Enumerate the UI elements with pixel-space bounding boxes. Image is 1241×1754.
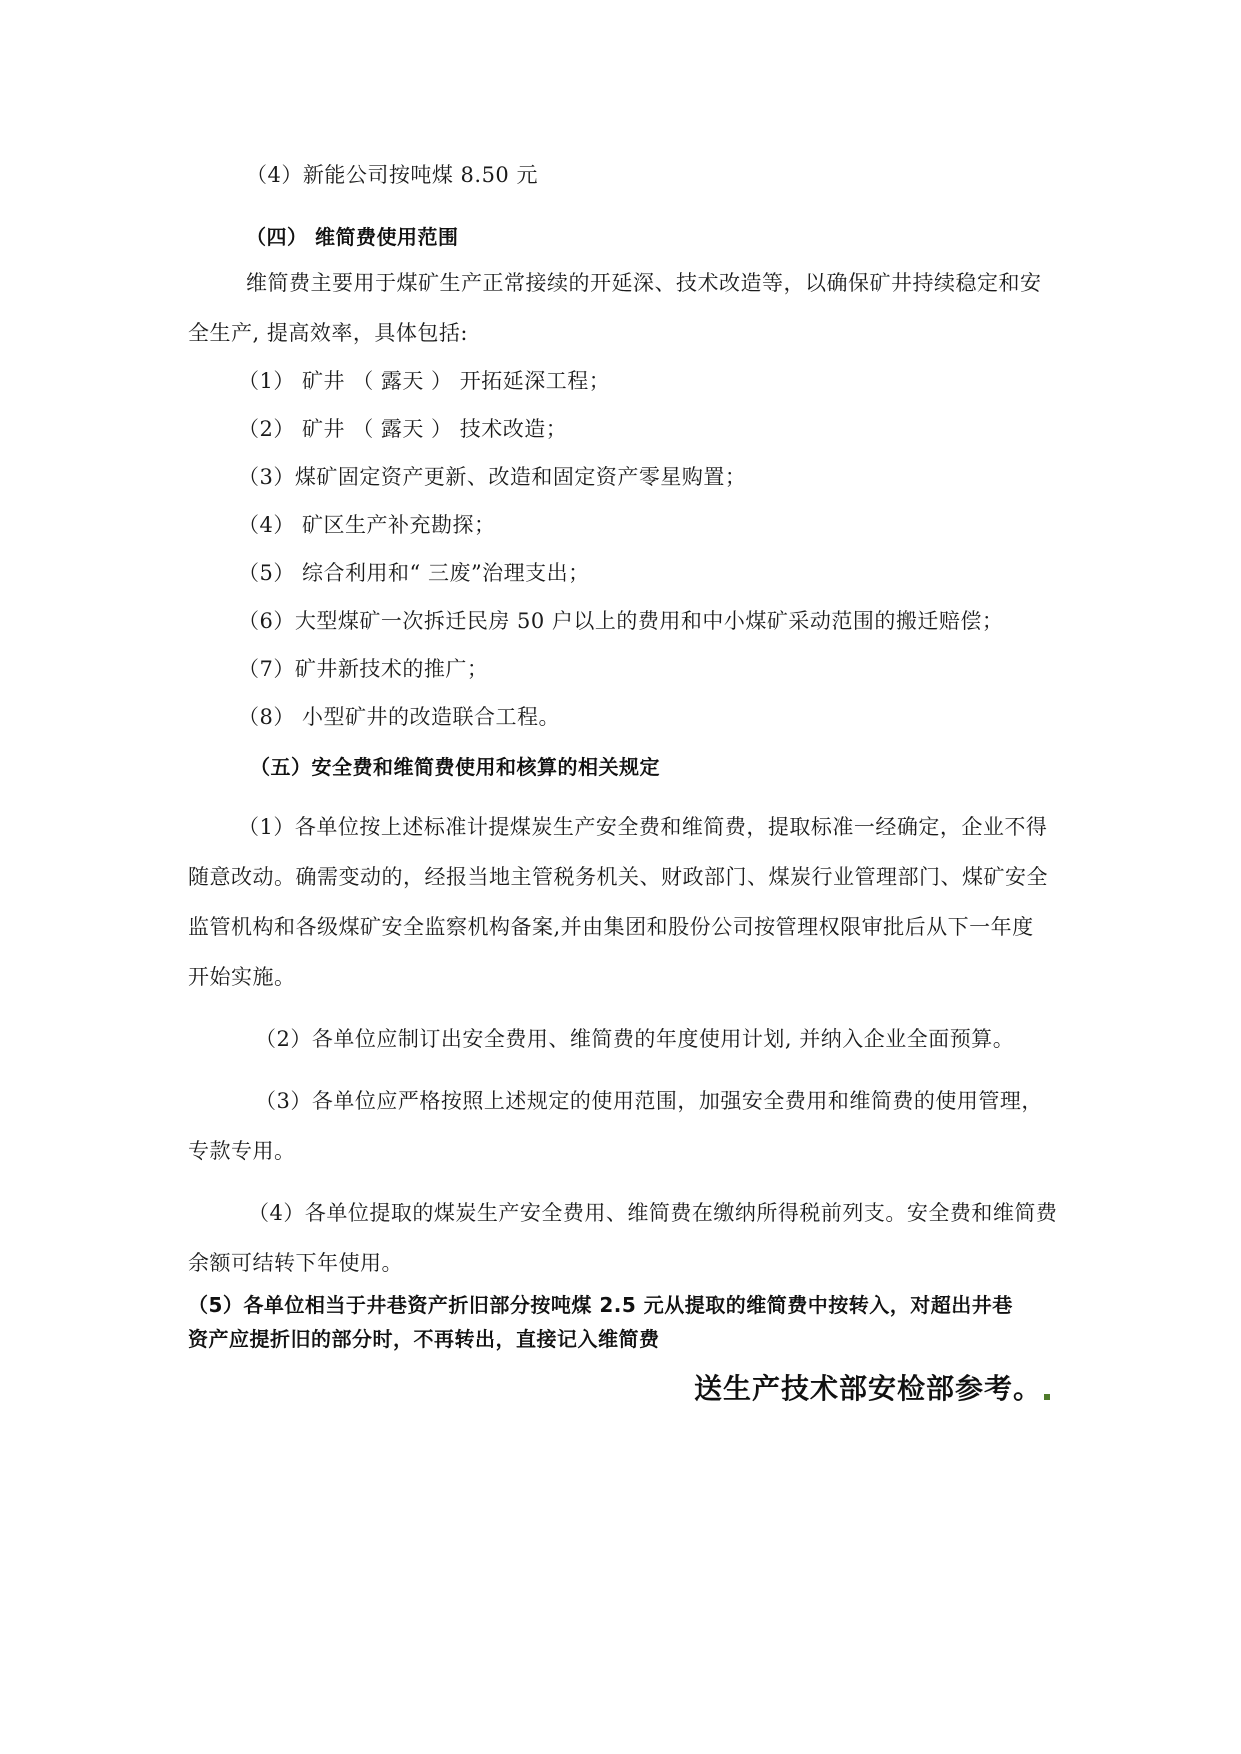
section-heading-4: （四） 维简费使用范围 — [246, 225, 459, 249]
list-item: （3）煤矿固定资产更新、改造和固定资产零星购置； — [238, 465, 747, 489]
paragraph-line: 专款专用。 — [188, 1139, 296, 1163]
bold-paragraph-line: （5）各单位相当于井巷资产折旧部分按吨煤 2.5 元从提取的维简费中按转入，对超出井巷 — [188, 1293, 1013, 1317]
list-item: （1） 矿井 （ 露天 ） 开拓延深工程； — [238, 369, 611, 393]
list-item: （5） 综合利用和“ 三废”治理支出； — [238, 561, 590, 585]
paragraph-line: （2）各单位应制订出安全费用、维简费的年度使用计划, 并纳入企业全面预算。 — [255, 1027, 1015, 1051]
list-item: （6）大型煤矿一次拆迁民房 50 户以上的费用和中小煤矿采动范围的搬迁赔偿； — [238, 609, 1004, 633]
list-item: （2） 矿井 （ 露天 ） 技术改造； — [238, 417, 568, 441]
paragraph-line: 随意改动。确需变动的，经报当地主管税务机关、财政部门、煤炭行业管理部门、煤矿安全 — [188, 865, 1048, 889]
list-item: （4） 矿区生产补充勘探； — [238, 513, 496, 537]
paragraph-line: 余额可结转下年使用。 — [188, 1251, 403, 1275]
bold-paragraph-line: 资产应提折旧的部分时，不再转出，直接记入维简费 — [188, 1327, 660, 1351]
section-heading-5: （五）安全费和维简费使用和核算的相关规定 — [250, 755, 660, 779]
anchor-marker-icon — [1044, 1394, 1050, 1400]
closing-note-text: 送生产技术部安检部参考。 — [694, 1372, 1043, 1405]
list-item: （8） 小型矿井的改造联合工程。 — [238, 705, 561, 729]
paragraph-line: 维简费主要用于煤矿生产正常接续的开延深、技术改造等，以确保矿井持续稳定和安 — [246, 271, 1042, 295]
closing-note — [694, 1370, 1050, 1408]
paragraph-line: 开始实施。 — [188, 965, 296, 989]
paragraph-line: （3）各单位应严格按照上述规定的使用范围，加强安全费用和维简费的使用管理， — [255, 1089, 1043, 1113]
list-item: （7）矿井新技术的推广； — [238, 657, 489, 681]
paragraph-line: 全生产, 提高效率，具体包括: — [188, 321, 468, 345]
paragraph-line: （4）各单位提取的煤炭生产安全费用、维简费在缴纳所得税前列支。安全费和维简费 — [248, 1201, 1058, 1225]
paragraph-line: （4）新能公司按吨煤 8.50 元 — [246, 163, 538, 187]
paragraph-line: （1）各单位按上述标准计提煤炭生产安全费和维简费，提取标准一经确定，企业不得 — [238, 815, 1048, 839]
paragraph-line: 监管机构和各级煤矿安全监察机构备案,并由集团和股份公司按管理权限审批后从下一年度 — [188, 915, 1034, 939]
